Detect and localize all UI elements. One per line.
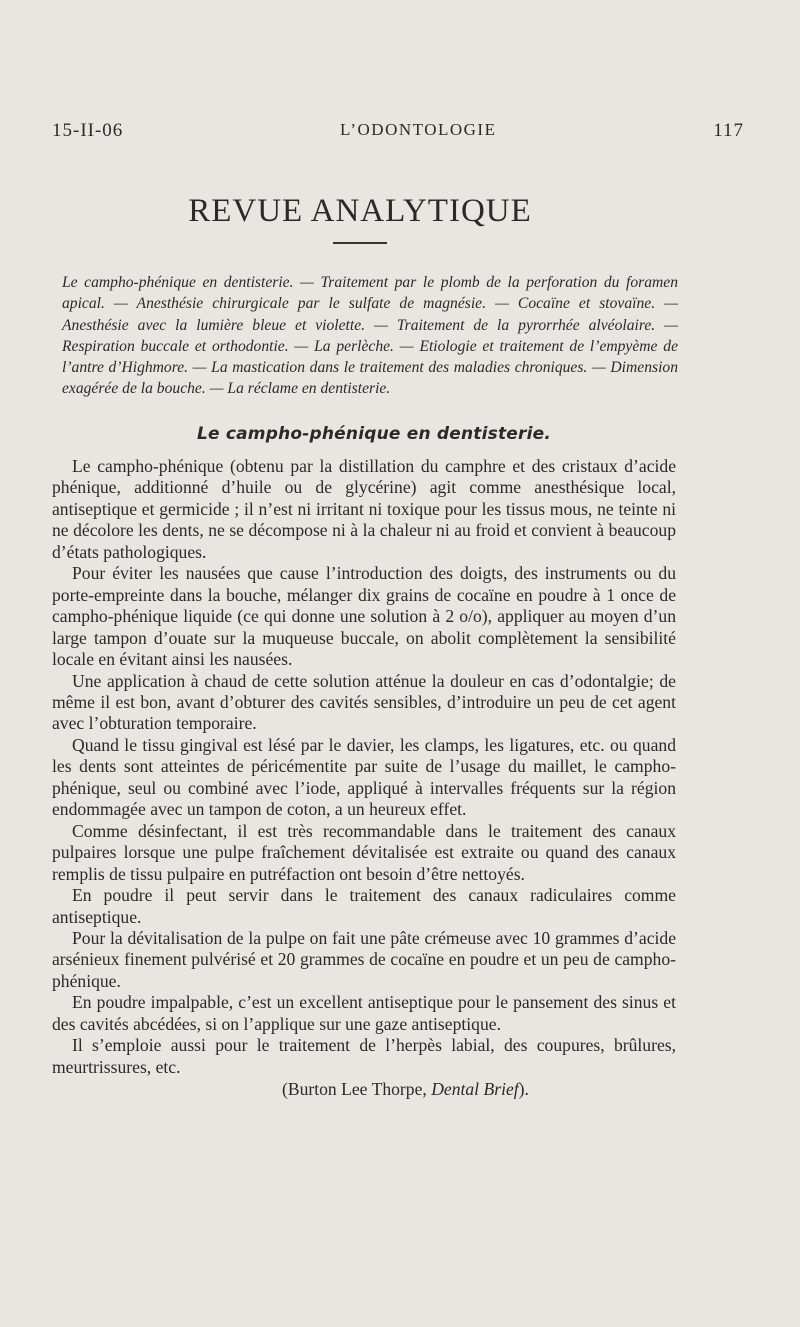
article: [52, 424, 676, 1100]
page-number: 117: [713, 120, 744, 141]
attribution-source: Dental Brief: [431, 1079, 519, 1100]
article-title: Le campho-phénique en dentisterie.: [196, 424, 552, 444]
article-paragraph: Pour éviter les nausées que cause l’introduction des doigts, des instruments ou du porte-empreinte dans la bouche, mélanger dix grains de cocaïne en poudre à 1 once de campho-phénique liquide (ce qui donne une solution à 2 o/o), appliquer au moyen d’un large tampon d’ouate sur la muqueuse buccale, on abolit complètement la sensibilité locale en évitant ainsi les nausées.: [52, 563, 676, 670]
article-paragraph: En poudre impalpable, c’est un excellent antiseptique pour le pansement des sinus et des cavités abcédées, si on l’applique sur une gaze antiseptique.: [52, 992, 676, 1034]
article-paragraph: En poudre il peut servir dans le traitement des canaux radiculaires comme antiseptique.: [52, 885, 676, 927]
article-paragraph: Comme désinfectant, il est très recommandable dans le traitement des canaux pulpaires lorsque une pulpe fraîchement dévitalisée est extraite ou quand des canaux remplis de tissu pulpaire en putréfaction ont besoin d’être nettoyés.: [52, 820, 676, 884]
article-paragraph: Une application à chaud de cette solution atténue la douleur en cas d’odontalgie; de même il est bon, avant d’obturer des cavités sensibles, d’introduire un peu de cet agent avec l’obturation temporaire.: [52, 670, 676, 734]
journal-title: L’ODONTOLOGIE: [340, 120, 497, 139]
article-attribution: [52, 1078, 676, 1100]
article-paragraph: Il s’emploie aussi pour le traitement de l’herpès labial, des coupures, brûlures, meurtrissures, etc.: [52, 1035, 676, 1077]
attribution-prefix: (Burton Lee Thorpe,: [282, 1079, 432, 1100]
section-title: REVUE ANALYTIQUE: [188, 193, 532, 229]
article-paragraph: Le campho-phénique (obtenu par la distillation du camphre et des cristaux d’acide phénique, additionné d’huile ou de glycérine) agit comme anesthésique local, antiseptique et germicide ; il n’est ni irritant ni toxique pour les tissus mous, ne teinte ni ne décolore les dents, ne se décompose ni à la chaleur ni au froid et convient à beaucoup d’états pathologiques.: [52, 456, 676, 562]
contents-summary: Le campho-phénique en dentisterie. — Traitement par le plomb de la perforation du foramen apical. — Anesthésie chirurgicale par le sulfate de magnésie. — Cocaïne et stovaïne. — Anesthésie avec la lumière bleue et violette. — Traitement de la pyrorrhée alvéolaire. — Respiration buccale et orthodontie. — La perlèche. — Etiologie et traitement de l’empyème de l’antre d’Highmore. — La mastication dans le traitement des maladies chroniques. — Dimension exagérée de la bouche. — La réclame en dentisterie.: [62, 274, 678, 398]
attribution-suffix: ).: [518, 1079, 529, 1100]
article-paragraph: Pour la dévitalisation de la pulpe on fait une pâte crémeuse avec 10 grammes d’acide arsénieux finement pulvérisé et 20 grammes de cocaïne en poudre et un peu de campho-phénique.: [52, 927, 676, 991]
issue-date: 15-II-06: [52, 120, 124, 141]
running-header: [52, 120, 744, 142]
title-divider: [333, 242, 387, 244]
article-paragraph: Quand le tissu gingival est lésé par le davier, les clamps, les ligatures, etc. ou quand les dents sont atteintes de péricémentite par suite de l’usage du maillet, le campho-phénique, seul ou combiné avec l’iode, appliqué à intervalles fréquents sur la région endommagée avec un tampon de coton, a un heureux effet.: [52, 734, 676, 820]
